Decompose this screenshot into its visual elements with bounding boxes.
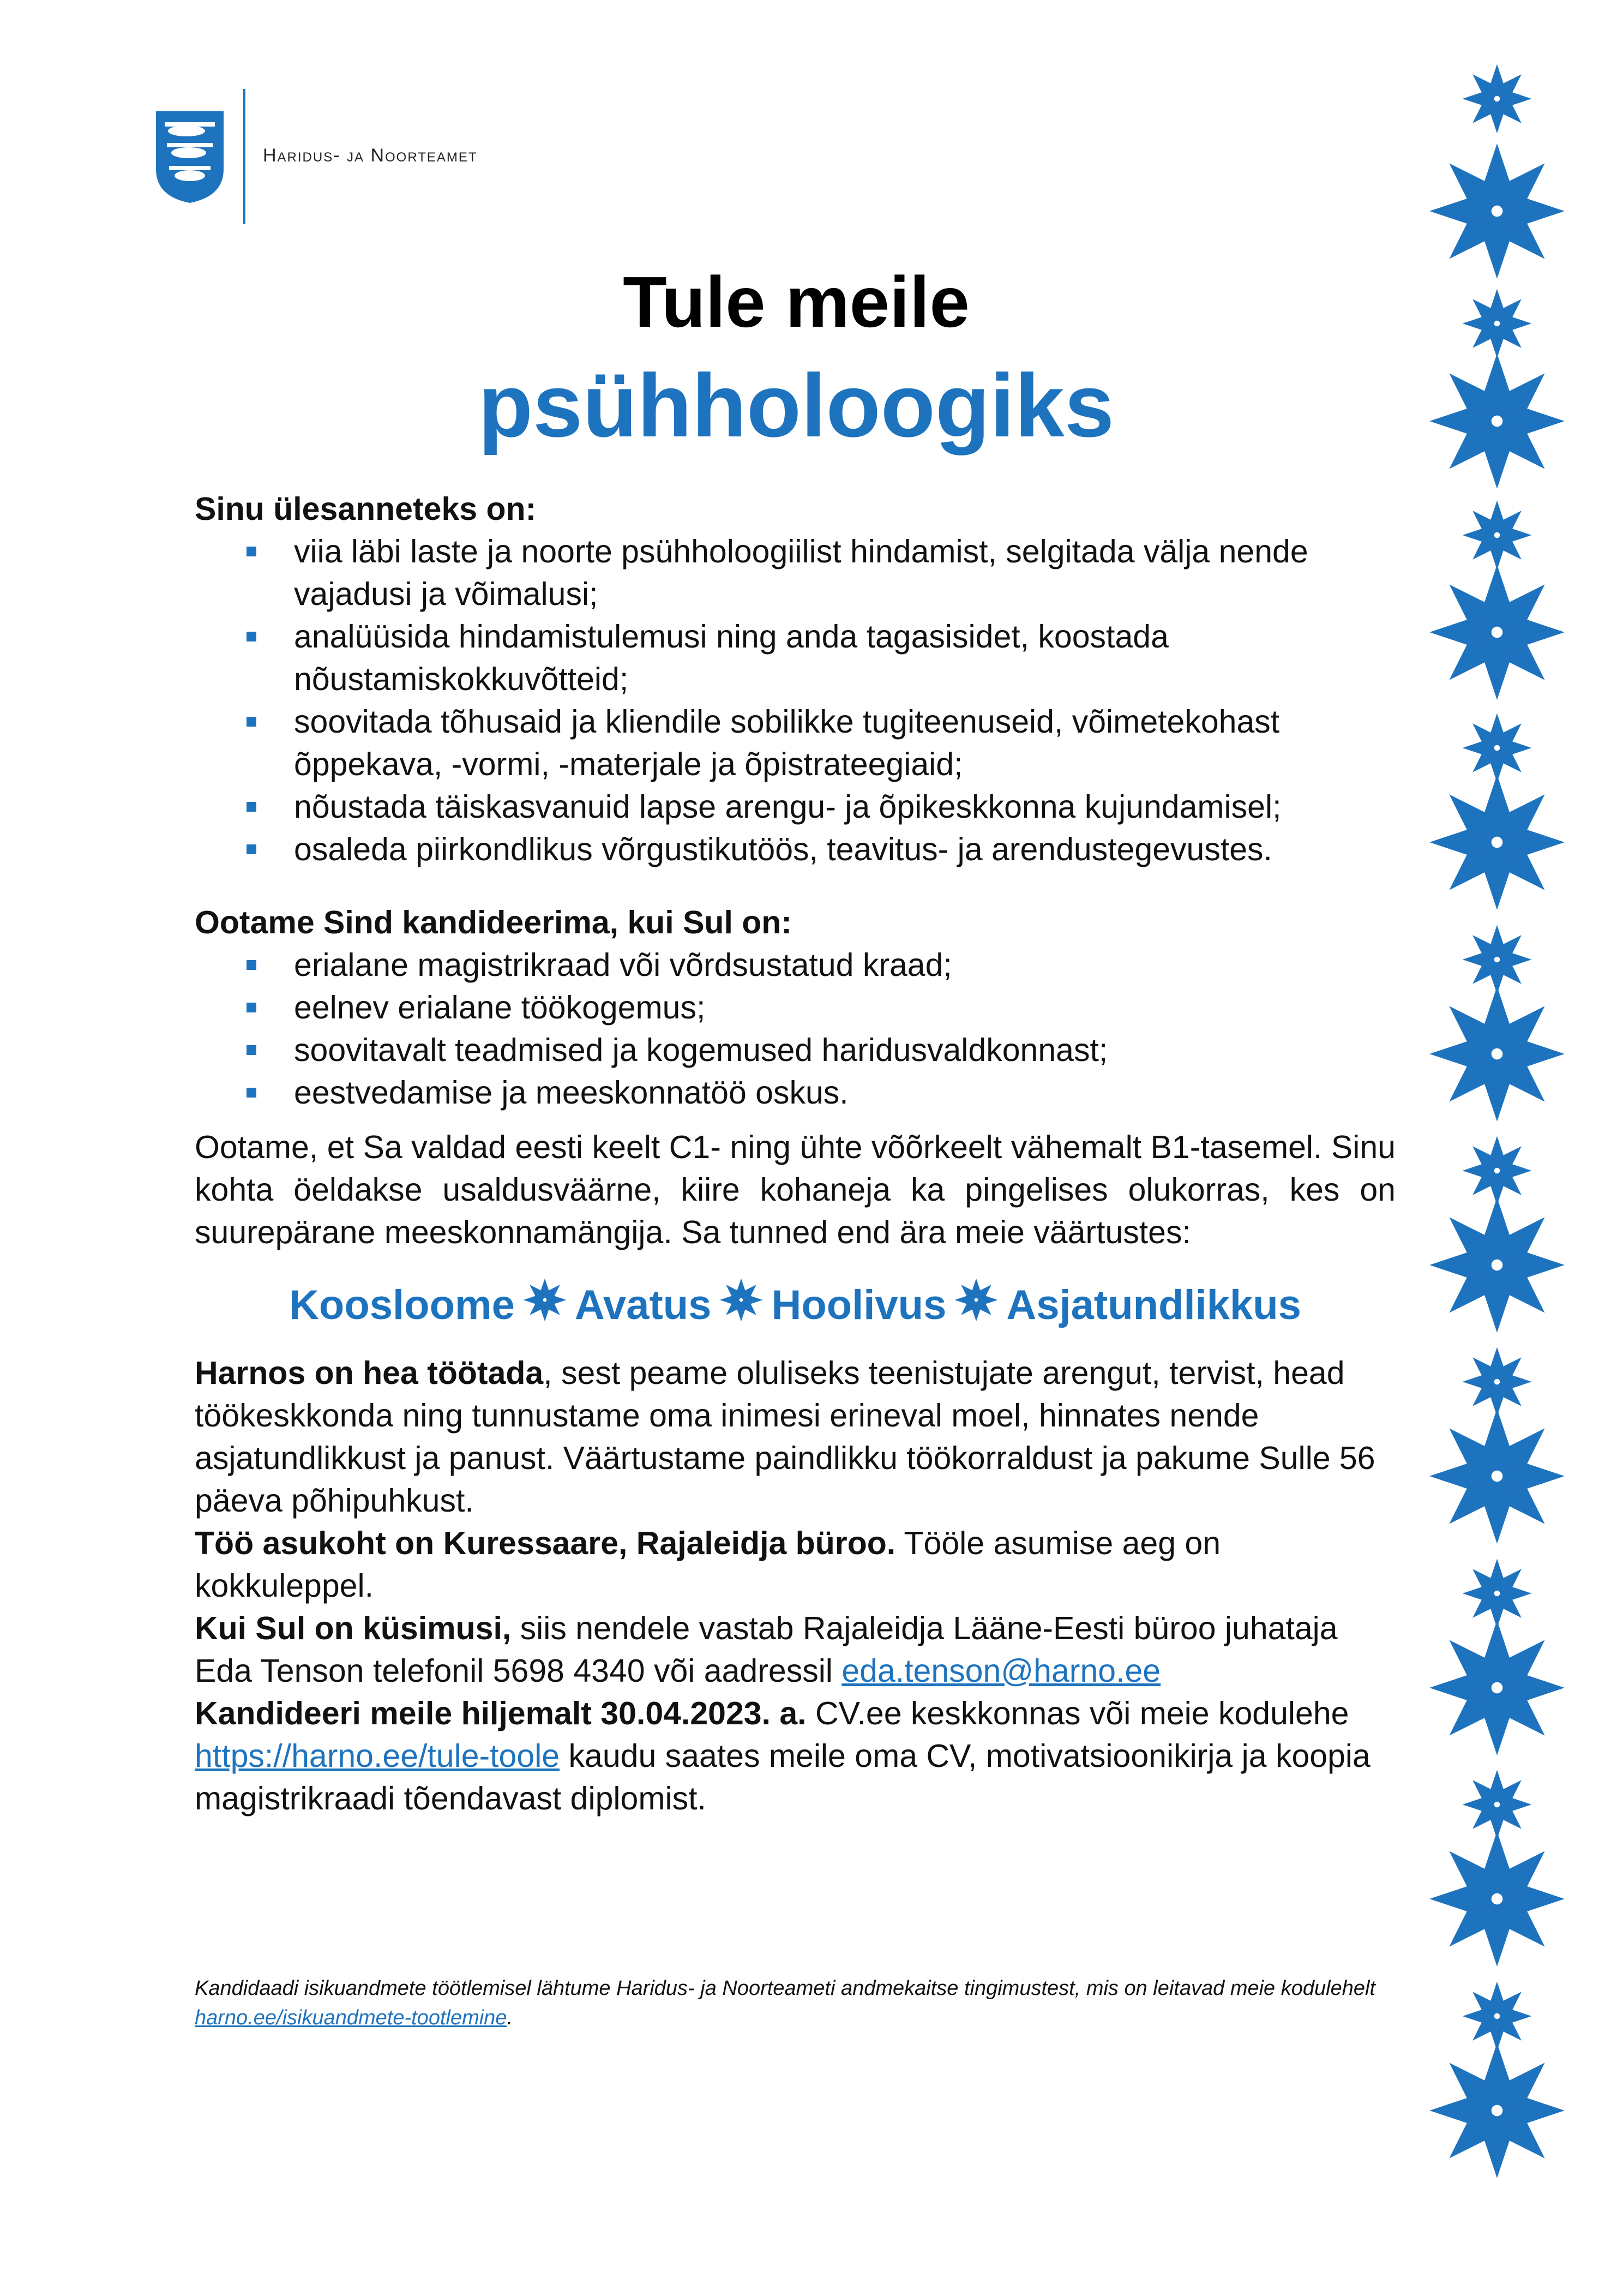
estonian-star-icon bbox=[1461, 287, 1533, 359]
career-page-link[interactable]: https://harno.ee/tule-toole bbox=[195, 1738, 560, 1774]
page-subtitle: psühholoogiks bbox=[478, 356, 1115, 455]
benefits-paragraph: Harnos on hea töötada, sest peame oluliseks teenistujate arengut, tervist, head töökeskkonda ning tunnustame oma inimesi erineval moel, hinnates nende asjatundlikkust ja panust. Väärtustame paindlikku töökorraldust ja pakume Sulle 56 päeva põhipuhkust. bbox=[195, 1355, 1375, 1519]
estonian-star-icon bbox=[1427, 772, 1567, 913]
star-ornament-column bbox=[1418, 63, 1576, 2245]
bullet-square-icon bbox=[247, 1003, 256, 1012]
estonian-star-icon bbox=[1461, 63, 1533, 135]
estonian-star-icon bbox=[954, 1278, 999, 1322]
estonian-star-icon bbox=[1427, 1195, 1567, 1335]
list-item: viia läbi laste ja noorte psühholoogiilist hindamist, selgitada välja nende vajadusi ja võimalusi; bbox=[195, 530, 1396, 615]
value-label: Koosloome bbox=[289, 1282, 515, 1328]
privacy-footnote: Kandidaadi isikuandmete töötlemisel lähtume Haridus- ja Noorteameti andmekaitse tingimustest, mis on leitavad meie kodulehelt harno.ee/isikuandmete-tootlemine. bbox=[195, 1977, 1375, 2029]
coat-of-arms-logo bbox=[154, 109, 226, 205]
value-label: Hoolivus bbox=[771, 1282, 947, 1328]
privacy-link[interactable]: harno.ee/isikuandmete-tootlemine bbox=[195, 2006, 507, 2029]
requirements-list bbox=[195, 944, 1396, 1114]
logo-divider bbox=[243, 89, 245, 224]
estonian-star-icon bbox=[1461, 499, 1533, 571]
bullet-square-icon bbox=[247, 717, 256, 727]
bullet-square-icon bbox=[247, 844, 256, 854]
estonian-star-icon bbox=[1427, 141, 1567, 281]
duties-heading: Sinu ülesanneteks on: bbox=[195, 491, 537, 527]
contact-paragraph: Kui Sul on küsimusi, siis nendele vastab Rajaleidja Lääne-Eesti büroo juhataja Eda Tenson telefonil 5698 4340 või aadressil eda.tenson@harno.ee bbox=[195, 1610, 1338, 1689]
list-item: nõustada täiskasvanuid lapse arengu- ja õpikeskkonna kujundamisel; bbox=[195, 786, 1396, 828]
bullet-square-icon bbox=[247, 632, 256, 642]
list-item: osaleda piirkondlikus võrgustikutöös, teavitus- ja arendustegevustes. bbox=[195, 828, 1396, 871]
estonian-star-icon bbox=[719, 1278, 764, 1322]
list-item: eelnev erialane töökogemus; bbox=[195, 986, 1396, 1029]
bullet-square-icon bbox=[247, 960, 256, 970]
duties-list bbox=[195, 530, 1396, 871]
list-item: soovitada tõhusaid ja kliendile sobilikke tugiteenuseid, võimetekohast õppekava, -vormi, -materjale ja õpistrateegiaid; bbox=[195, 700, 1396, 786]
list-item: soovitavalt teadmised ja kogemused haridusvaldkonnast; bbox=[195, 1029, 1396, 1071]
bullet-square-icon bbox=[247, 802, 256, 812]
bullet-square-icon bbox=[247, 1045, 256, 1055]
value-label: Avatus bbox=[574, 1282, 712, 1328]
value-label: Asjatundlikkus bbox=[1006, 1282, 1301, 1328]
email-link[interactable]: eda.tenson@harno.ee bbox=[841, 1653, 1161, 1689]
values-row bbox=[195, 1275, 1396, 1335]
estonian-star-icon bbox=[1427, 1617, 1567, 1758]
list-item: analüüsida hindamistulemusi ning anda tagasisidet, koostada nõustamiskokkuvõtteid; bbox=[195, 615, 1396, 700]
estonian-star-icon bbox=[1427, 351, 1567, 491]
estonian-star-icon bbox=[1427, 1406, 1567, 1546]
requirements-heading: Ootame Sind kandideerima, kui Sul on: bbox=[195, 904, 792, 940]
page-title: Tule meile bbox=[623, 262, 970, 342]
estonian-star-icon bbox=[1427, 984, 1567, 1124]
bullet-square-icon bbox=[247, 1088, 256, 1098]
estonian-star-icon bbox=[1427, 1829, 1567, 1969]
job-ad-body bbox=[195, 488, 1396, 1820]
estonian-star-icon bbox=[522, 1278, 567, 1322]
list-item: erialane magistrikraad või võrdsustatud kraad; bbox=[195, 944, 1396, 986]
bullet-square-icon bbox=[247, 547, 256, 556]
apply-paragraph: Kandideeri meile hiljemalt 30.04.2023. a. CV.ee keskkonnas või meie kodulehe https://harno.ee/tule-toole kaudu saates meile oma CV, motivatsioonikirja ja koopia magistrikraadi tõendavast diplomist. bbox=[195, 1695, 1370, 1817]
estonian-star-icon bbox=[1427, 562, 1567, 703]
estonian-star-icon bbox=[1427, 2040, 1567, 2181]
location-paragraph: Töö asukoht on Kuressaare, Rajaleidja büroo. Tööle asumise aeg on kokkuleppel. bbox=[195, 1525, 1221, 1604]
language-paragraph: Ootame, et Sa valdad eesti keelt C1- ning ühte võõrkeelt vähemalt B1-tasemel. Sinu kohta öeldakse usaldusväärne, kiire kohaneja ka pingelises olukorras, kes on suurepärane meeskonnamängija. Sa tunned end ära meie väärtustes: bbox=[195, 1129, 1396, 1250]
organization-name: Haridus- ja Noorteamet bbox=[263, 145, 478, 166]
list-item: eestvedamise ja meeskonnatöö oskus. bbox=[195, 1071, 1396, 1114]
